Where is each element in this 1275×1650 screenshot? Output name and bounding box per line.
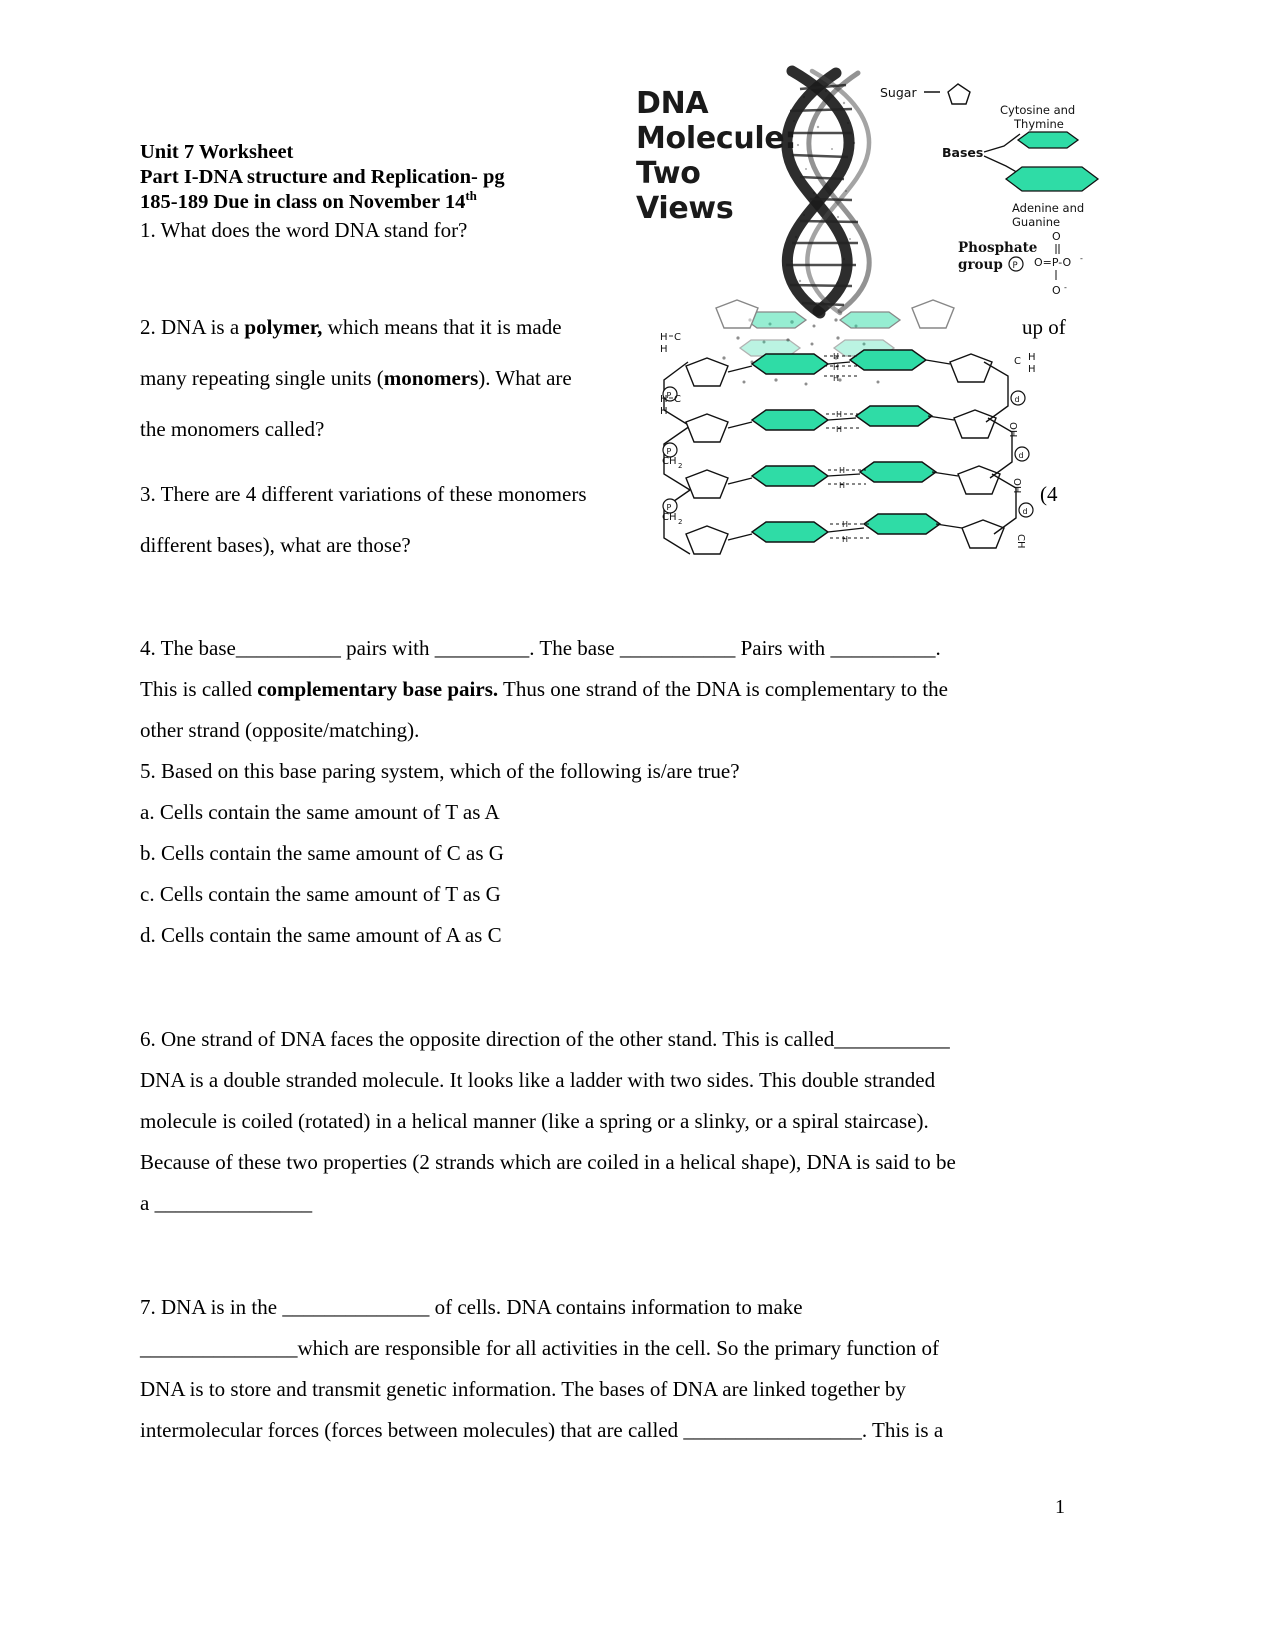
svg-text:OH: OH — [1011, 478, 1022, 494]
question-1: 1. What does the word DNA stand for? — [140, 218, 468, 242]
legend-cytosine-thymine — [1000, 103, 1078, 148]
q7-e: . This is a — [861, 1418, 944, 1442]
svg-text:H: H — [833, 363, 840, 372]
svg-text:O=P-O: O=P-O — [1034, 256, 1072, 269]
q3-text-b: different bases), what are those? — [140, 533, 411, 557]
figure-title-line-1: DNA — [636, 86, 709, 121]
question-6-line-4: Because of these two properties (2 strands which are coiled in a helical shape), DNA is said to be — [140, 1150, 956, 1174]
header-title-line-2: Part I-DNA structure and Replication- pg — [140, 166, 505, 188]
svg-text:Cytosine and: Cytosine and — [1000, 103, 1076, 117]
svg-text:OH: OH — [1007, 422, 1018, 438]
q4-b: pairs with — [340, 636, 435, 660]
q7-c: which are responsible for all activities in the cell. So the primary function of — [297, 1336, 939, 1360]
dna-helix-3d — [786, 71, 869, 313]
svg-text:P: P — [666, 391, 672, 400]
figure-title — [636, 86, 796, 226]
svg-text:H: H — [836, 410, 843, 419]
legend-phosphate-group — [958, 230, 1083, 297]
q4-bold-complementary: complementary base pairs. — [257, 677, 499, 701]
q4-blank-4: __________ — [830, 636, 936, 660]
figure-title-line-3: Two — [636, 156, 701, 191]
ladder-row-4 — [686, 514, 1004, 554]
svg-text:CH: CH — [662, 456, 677, 467]
ladder-row-2 — [686, 406, 996, 442]
svg-text:-: - — [1064, 283, 1067, 292]
question-4-line-2 — [140, 669, 1068, 710]
question-2 — [140, 302, 650, 455]
svg-text:P: P — [1012, 261, 1018, 271]
figure-title-line-4: Views — [636, 191, 734, 226]
ladder-row-3 — [686, 462, 1000, 498]
svg-text:H: H — [833, 374, 840, 383]
q7-blank-1: ______________ — [282, 1295, 430, 1319]
q6-blank-2: _______________ — [154, 1191, 313, 1215]
spacer-after-q5 — [140, 956, 1068, 997]
svg-text:H: H — [660, 344, 668, 355]
header-title-line-1: Unit 7 Worksheet — [140, 141, 294, 163]
header-due-superscript: th — [465, 188, 477, 204]
svg-text:Bases: Bases — [942, 145, 984, 160]
svg-text:d: d — [1018, 451, 1024, 460]
q4-blank-2: _________ — [434, 636, 530, 660]
svg-text:H: H — [836, 425, 843, 434]
svg-text:CH: CH — [662, 512, 677, 523]
question-3 — [140, 469, 660, 571]
q6-a: 6. One strand of DNA faces the opposite direction of the other stand. This is called — [140, 1027, 835, 1051]
question-7-line-4 — [140, 1410, 1068, 1451]
figure-title-line-2: Molecule: — [636, 121, 797, 156]
spacer-after-q6-small — [140, 1265, 1068, 1287]
q7-blank-2: _______________ — [140, 1336, 298, 1360]
question-5: 5. Based on this base paring system, which of the following is/are true? — [140, 759, 740, 783]
svg-text:H: H — [660, 406, 668, 417]
svg-text:H: H — [660, 394, 668, 405]
question-4-line-1 — [140, 628, 1068, 669]
q3-text-a: 3. There are 4 different variations of these monomers — [140, 482, 587, 506]
q6-line5-a: a — [140, 1191, 155, 1215]
svg-text:Sugar: Sugar — [880, 85, 917, 100]
svg-text:P: P — [666, 447, 672, 456]
question-7-line-1 — [140, 1287, 1068, 1328]
legend-sugar — [880, 84, 970, 104]
svg-text:2: 2 — [678, 462, 683, 470]
spacer-after-q5-small — [140, 997, 1068, 1019]
q7-a: 7. DNA is in the — [140, 1295, 283, 1319]
q7-d: intermolecular forces (forces between molecules) that are called — [140, 1418, 684, 1442]
svg-text:d: d — [1022, 507, 1028, 516]
svg-text:H: H — [833, 352, 840, 361]
svg-text:Thymine: Thymine — [1014, 117, 1064, 131]
svg-text:Adenine and: Adenine and — [1012, 201, 1085, 215]
question-5-option-d: d. Cells contain the same amount of A as C — [140, 923, 502, 947]
q4-blank-3: ___________ — [619, 636, 736, 660]
spacer-after-q6 — [140, 1224, 1068, 1265]
header-title-line-3 — [140, 190, 660, 215]
question-5-option-b: b. Cells contain the same amount of C as G — [140, 841, 504, 865]
q2-bold-polymer: polymer, — [244, 315, 323, 339]
q2-bold-monomers: monomers — [383, 366, 479, 390]
question-7-line-2 — [140, 1328, 1068, 1369]
svg-text:C: C — [674, 394, 681, 405]
svg-text:2: 2 — [678, 518, 683, 526]
svg-text:O: O — [1052, 284, 1061, 297]
header-due-text: 185-189 Due in class on November 14 — [140, 191, 466, 213]
worksheet-header — [140, 140, 660, 244]
question-5-option-a: a. Cells contain the same amount of T as A — [140, 800, 500, 824]
q6-blank-1: ___________ — [834, 1027, 950, 1051]
question-5-option-c: c. Cells contain the same amount of T as G — [140, 882, 501, 906]
svg-text:O: O — [1052, 230, 1061, 243]
q2-text-c: many repeating single units ( — [140, 366, 384, 390]
svg-text:H: H — [1028, 352, 1036, 363]
svg-text:d: d — [1014, 395, 1020, 404]
question-6-line-2: DNA is a double stranded molecule. It looks like a ladder with two sides. This double stranded — [140, 1068, 936, 1092]
q4-line2-b: Thus one strand of the DNA is complementary to the — [498, 677, 948, 701]
svg-text:C: C — [1014, 356, 1021, 367]
svg-text:H: H — [660, 332, 668, 343]
ladder-row-1 — [686, 350, 992, 386]
q4-e: . — [935, 636, 941, 660]
question-6-line-1 — [140, 1019, 1068, 1060]
svg-text:C: C — [674, 332, 681, 343]
question-3-tail: (4 — [1040, 482, 1058, 506]
svg-text:H: H — [839, 481, 846, 490]
question-6-line-3: molecule is coiled (rotated) in a helical manner (like a spring or a slinky, or a spiral staircase). — [140, 1109, 929, 1133]
svg-text:CH: CH — [1015, 534, 1026, 549]
svg-text:H: H — [839, 466, 846, 475]
question-2-tail: up of — [1022, 315, 1066, 339]
page-number: 1 — [1055, 1496, 1065, 1518]
q7-b: of cells. DNA contains information to make — [429, 1295, 803, 1319]
svg-text:-: - — [1080, 254, 1083, 263]
q2-text-d: ). What are — [478, 366, 572, 390]
q4-d: Pairs with — [735, 636, 831, 660]
q4-blank-1: __________ — [235, 636, 341, 660]
svg-text:group: group — [958, 257, 1003, 273]
legend-adenine-guanine — [1006, 167, 1098, 229]
q4-c: . The base — [529, 636, 620, 660]
worksheet-body — [140, 628, 1068, 1451]
q2-text-a: 2. DNA is a — [140, 315, 245, 339]
svg-text:P: P — [666, 503, 672, 512]
q2-text-b: which means that it is made — [322, 315, 562, 339]
q4-a: 4. The base — [140, 636, 236, 660]
svg-text:H: H — [842, 535, 849, 544]
q4-line2-a: This is called — [140, 677, 258, 701]
svg-text:H: H — [842, 520, 849, 529]
question-6-line-5 — [140, 1183, 1068, 1224]
q2-text-e: the monomers called? — [140, 417, 325, 441]
svg-text:Phosphate: Phosphate — [958, 240, 1038, 256]
question-7-line-3: DNA is to store and transmit genetic information. The bases of DNA are linked together by — [140, 1377, 906, 1401]
svg-text:Guanine: Guanine — [1012, 215, 1061, 229]
legend-bases — [942, 134, 1020, 174]
q7-blank-3: _________________ — [683, 1418, 862, 1442]
question-4-line-3: other strand (opposite/matching). — [140, 718, 420, 742]
svg-text:H: H — [1028, 364, 1036, 375]
